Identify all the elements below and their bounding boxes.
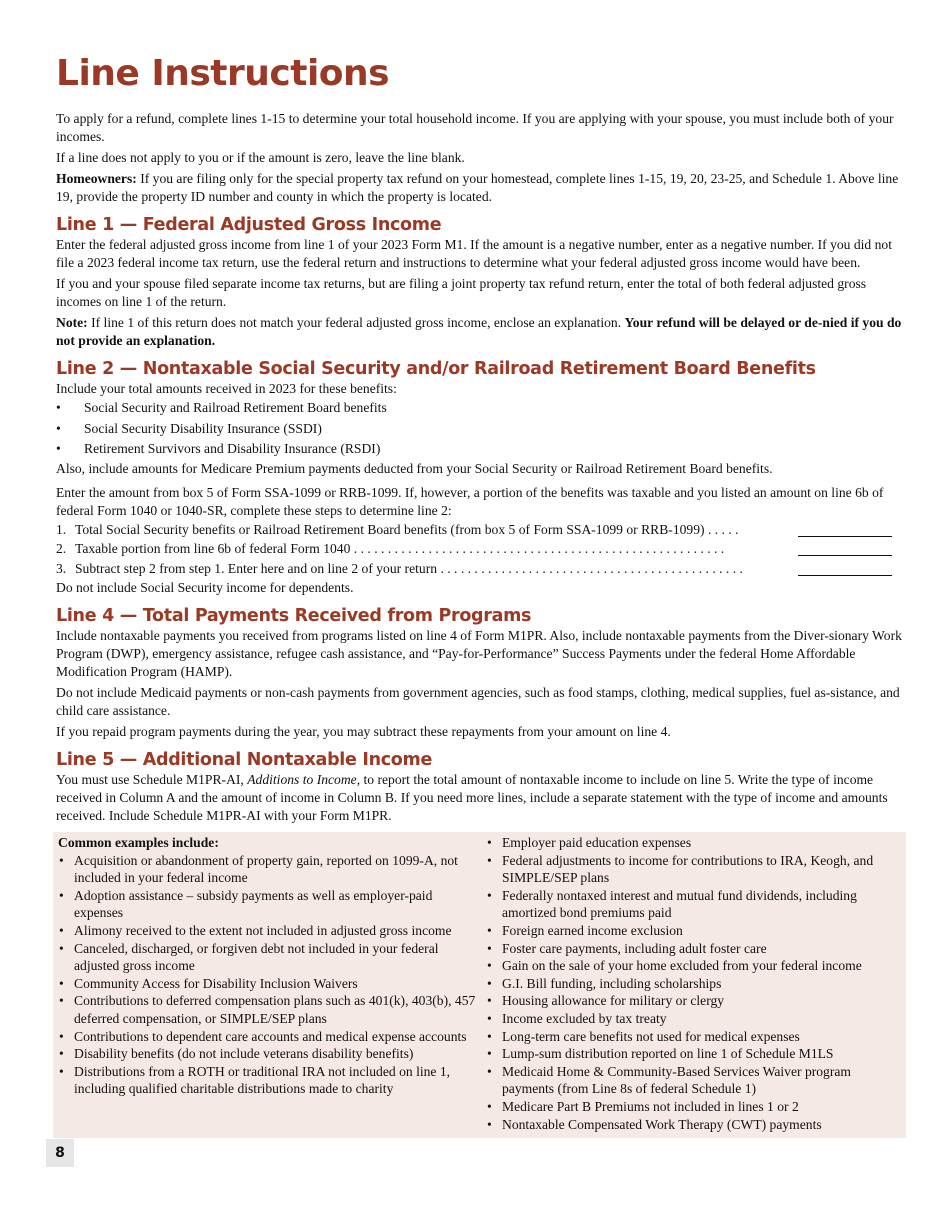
list-item: • Medicare Part B Premiums not included in lines 1 or 2 <box>486 1098 901 1116</box>
list-item: • Canceled, discharged, or forgiven debt not included in your federal adjusted gross income <box>58 940 478 975</box>
examples-heading: Common examples include: <box>58 835 219 850</box>
line2-paragraph-1: Include your total amounts received in 2023 for these benefits: <box>56 381 397 396</box>
list-item: • Nontaxable Compensated Work Therapy (CWT) payments <box>486 1116 901 1134</box>
line4-heading: Line 4 — Total Payments Received from Programs <box>56 606 532 626</box>
list-item: • Social Security Disability Insurance (SSDI) <box>56 419 904 440</box>
steps-list <box>56 521 904 580</box>
line1-heading: Line 1 — Federal Adjusted Gross Income <box>56 215 442 235</box>
list-item: • Alimony received to the extent not included in adjusted gross income <box>58 922 478 940</box>
step-text: Subtract step 2 from step 1. Enter here and on line 2 of your return . . . . . . . . . . . . . . . . . . . . . . . . . . . . . . . . . . . . . . . . . . . . . <box>75 560 743 576</box>
homeowners-text: If you are filing only for the special property tax refund on your homestead, complete lines 1-15, 19, 20, 23-25, and Schedule 1. Above line 19, provide the property ID number and county in which the property is located. <box>56 171 899 204</box>
line2-paragraph-2: Also, include amounts for Medicare Premium payments deducted from your Social Security or Railroad Retirement Board benefits. <box>56 460 773 476</box>
list-item: • Distributions from a ROTH or traditional IRA not included on line 1, including qualified charitable distributions made to charity <box>58 1063 478 1098</box>
note-warning: Your refund will be delayed or de-nied if you do not provide an explanation. <box>56 315 902 348</box>
step-entry-line[interactable] <box>798 555 892 556</box>
step-row <box>56 540 904 560</box>
list-item: • Contributions to dependent care accounts and medical expense accounts <box>58 1028 478 1046</box>
step-number: 1. <box>56 521 67 537</box>
examples-box <box>53 832 906 1138</box>
list-item: • Federally nontaxed interest and mutual fund dividends, including amortized bond premiums paid <box>486 887 901 922</box>
list-item: • G.I. Bill funding, including scholarships <box>486 975 901 993</box>
examples-left-column <box>58 834 478 1098</box>
list-item: • Social Security and Railroad Retirement Board benefits <box>56 398 904 419</box>
list-item: • Federal adjustments to income for contributions to IRA, Keogh, and SIMPLE/SEP plans <box>486 852 901 887</box>
list-item: • Contributions to deferred compensation plans such as 401(k), 403(b), 457 deferred compensation, or SIMPLE/SEP plans <box>58 992 478 1027</box>
line4-paragraph-3: If you repaid program payments during the year, you may subtract these repayments from your amount on line 4. <box>56 724 671 739</box>
line4-paragraph-1: Include nontaxable payments you received from programs listed on line 4 of Form M1PR. Also, include nontaxable payments from the Diver-sionary Work Program (DWP), emergency assistance, refugee cash assistance, and “Pay-for-Performance” Success Payments under the federal Home Affordable Modification Program (HAMP). <box>56 628 902 679</box>
list-item: • Foster care payments, including adult foster care <box>486 940 901 958</box>
homeowners-label: Homeowners: <box>56 171 137 186</box>
list-item: • Disability benefits (do not include veterans disability benefits) <box>58 1045 478 1063</box>
schedule-title: Additions to Income <box>247 772 357 787</box>
step-row <box>56 560 904 580</box>
step-row <box>56 521 904 541</box>
line2-paragraph-4: Do not include Social Security income for dependents. <box>56 580 354 595</box>
list-item: • Housing allowance for military or clergy <box>486 992 901 1010</box>
line2-paragraph-3: Enter the amount from box 5 of Form SSA-1099 or RRB-1099. If, however, a portion of the benefits was taxable and you listed an amount on line 6b of federal Form 1040 or 1040-SR, complete these steps to determine line 2: <box>56 484 884 518</box>
list-item: • Foreign earned income exclusion <box>486 922 901 940</box>
page-number: 8 <box>46 1139 74 1167</box>
examples-right-column <box>486 834 901 1133</box>
note-label: Note: <box>56 315 88 330</box>
list-item: • Lump-sum distribution reported on line 1 of Schedule M1LS <box>486 1045 901 1063</box>
line1-paragraph-1: Enter the federal adjusted gross income from line 1 of your 2023 Form M1. If the amount is a negative number, enter as a negative number. If you did not file a 2023 federal income tax return, use the federal return and instructions to determine what your federal adjusted gross income would have been. <box>56 237 893 270</box>
note-text: If line 1 of this return does not match your federal adjusted gross income, enclose an explanation. <box>87 315 625 330</box>
list-item: • Community Access for Disability Inclusion Waivers <box>58 975 478 993</box>
page-title: Line Instructions <box>56 53 390 94</box>
step-number: 2. <box>56 541 67 556</box>
intro-homeowners <box>56 170 904 206</box>
intro-paragraph-2: If a line does not apply to you or if the amount is zero, leave the line blank. <box>56 150 465 165</box>
page-content <box>56 52 904 828</box>
line1-paragraph-2: If you and your spouse filed separate income tax returns, but are filing a joint property tax refund return, enter the total of both federal adjusted gross incomes on line 1 of the return. <box>56 276 867 309</box>
line1-note <box>56 314 904 350</box>
line5-paragraph-1: You must use Schedule M1PR-AI, Additions to Income, to report the total amount of nontaxable income to include on line 5. Write the type of income received in Column A and the amount of income in Column B. If you need more lines, include a separate statement with the type of income and amounts received. Include Schedule M1PR-AI with your Form M1PR. <box>56 772 888 823</box>
list-item: • Retirement Survivors and Disability Insurance (RSDI) <box>56 439 904 460</box>
line5-heading: Line 5 — Additional Nontaxable Income <box>56 750 433 770</box>
step-number: 3. <box>56 560 67 576</box>
list-item: • Acquisition or abandonment of property gain, reported on 1099-A, not included in your federal income <box>58 852 478 887</box>
line2-heading: Line 2 — Nontaxable Social Security and/or Railroad Retirement Board Benefits <box>56 359 816 379</box>
step-text: Total Social Security benefits or Railroad Retirement Board benefits (from box 5 of Form SSA-1099 or RRB-1099) . . . . . <box>75 521 739 537</box>
step-entry-line[interactable] <box>798 536 892 537</box>
step-text: Taxable portion from line 6b of federal Form 1040 . . . . . . . . . . . . . . . . . . . . . . . . . . . . . . . . . . . . . . . . . . . . . . . . . . . . . . . <box>75 541 725 556</box>
list-item: • Gain on the sale of your home excluded from your federal income <box>486 957 901 975</box>
list-item: • Employer paid education expenses <box>486 834 901 852</box>
step-entry-line[interactable] <box>798 575 892 576</box>
benefits-list <box>56 398 904 460</box>
list-item: • Long-term care benefits not used for medical expenses <box>486 1028 901 1046</box>
list-item: • Medicaid Home & Community-Based Services Waiver program payments (from Line 8s of federal Schedule 1) <box>486 1063 901 1098</box>
list-item: • Adoption assistance – subsidy payments as well as employer-paid expenses <box>58 887 478 922</box>
list-item: • Income excluded by tax treaty <box>486 1010 901 1028</box>
intro-paragraph-1: To apply for a refund, complete lines 1-15 to determine your total household income. If you are applying with your spouse, you must include both of your incomes. <box>56 111 894 144</box>
line4-paragraph-2: Do not include Medicaid payments or non-cash payments from government agencies, such as food stamps, clothing, medical supplies, fuel as-sistance, and child care assistance. <box>56 685 900 718</box>
